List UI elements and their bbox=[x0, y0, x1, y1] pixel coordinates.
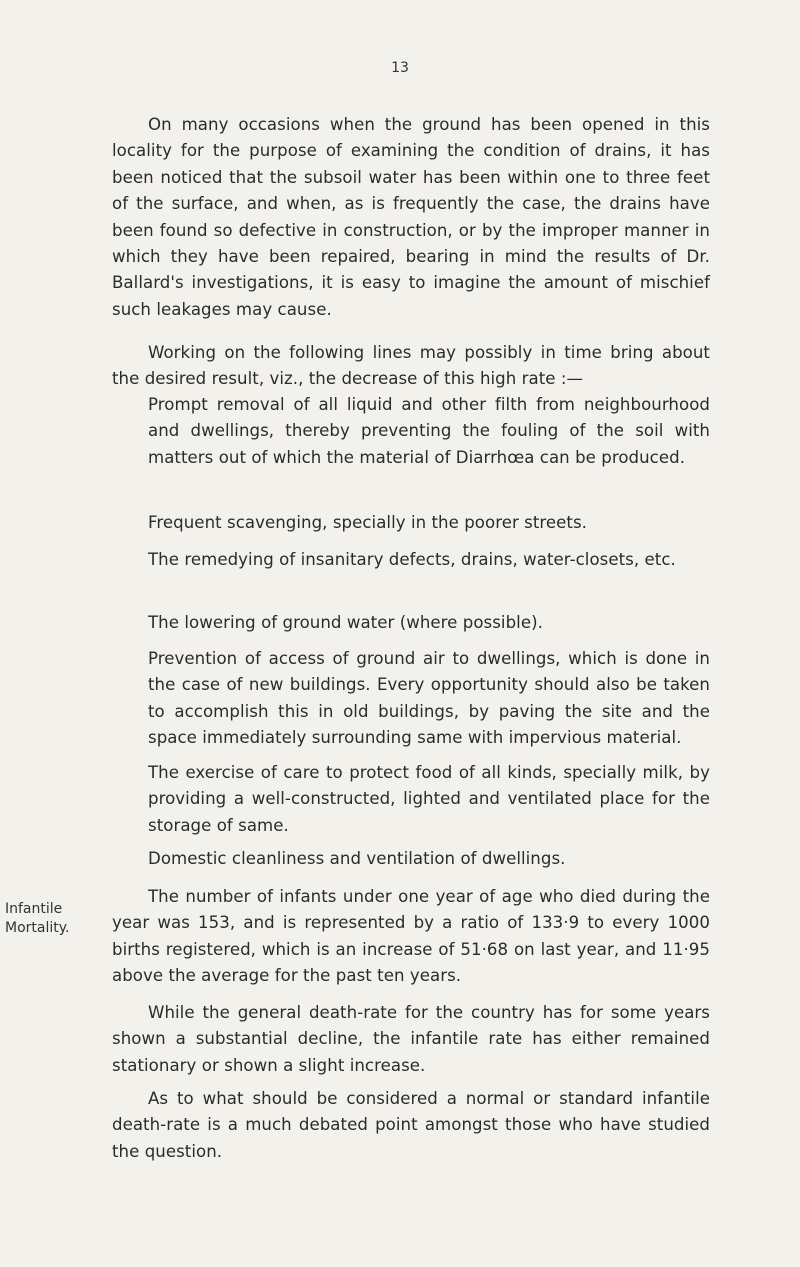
paragraph-drains-leakage: On many occasions when the ground has been opened in this locality for the purpose of examining the condition of drains, it has been noticed that the subsoil water has been within one to three feet of the surface, and when, as is frequently the case, the drains have been found so defective in construction, or by the improper manner in which they have been repaired, bearing in mind the results of Dr. Ballard's investigations, it is easy to imagine the amount of mischief such leakages may cause. bbox=[112, 115, 710, 319]
list-item: Frequent scavenging, specially in the poorer streets. bbox=[148, 513, 588, 532]
paragraph-death-rate-decline: While the general death-rate for the country has for some years shown a substantial decline, the infantile rate has either remained stationary or shown a slight increase. bbox=[112, 1003, 710, 1075]
paragraph-infant-deaths: The number of infants under one year of age who died during the year was 153, and is represented by a ratio of 133·9 to every 1000 births registered, which is an increase of 51·68 on last year, and 11·95 above the average for the past ten years. bbox=[112, 887, 710, 986]
paragraph-working-lines: Working on the following lines may possibly in time bring about the desired result, viz., the decrease of this high rate :— bbox=[112, 343, 710, 389]
list-item: Prevention of access of ground air to dwellings, which is done in the case of new buildings. Every opportunity should also be taken to accomplish this in old buildings, by paving the site and the space immediately surrounding same with impervious material. bbox=[148, 649, 710, 748]
margin-note-infantile-mortality bbox=[5, 900, 105, 938]
margin-note-line: Infantile bbox=[5, 901, 63, 917]
margin-note-line: Mortality. bbox=[5, 920, 70, 936]
paragraph-standard-rate: As to what should be considered a normal or standard infantile death-rate is a much debated point amongst those who have studied the question. bbox=[112, 1089, 710, 1161]
list-item: Prompt removal of all liquid and other filth from neighbourhood and dwellings, thereby preventing the fouling of the soil with matters out of which the material of Diarrhœa can be produced. bbox=[148, 395, 710, 467]
page-number: 13 bbox=[391, 60, 409, 76]
list-item: Domestic cleanliness and ventilation of dwellings. bbox=[148, 849, 566, 868]
list-item: The lowering of ground water (where possible). bbox=[148, 613, 543, 632]
list-item: The exercise of care to protect food of all kinds, specially milk, by providing a well-constructed, lighted and ventilated place for the storage of same. bbox=[148, 763, 710, 835]
list-item: The remedying of insanitary defects, drains, water-closets, etc. bbox=[148, 550, 676, 569]
